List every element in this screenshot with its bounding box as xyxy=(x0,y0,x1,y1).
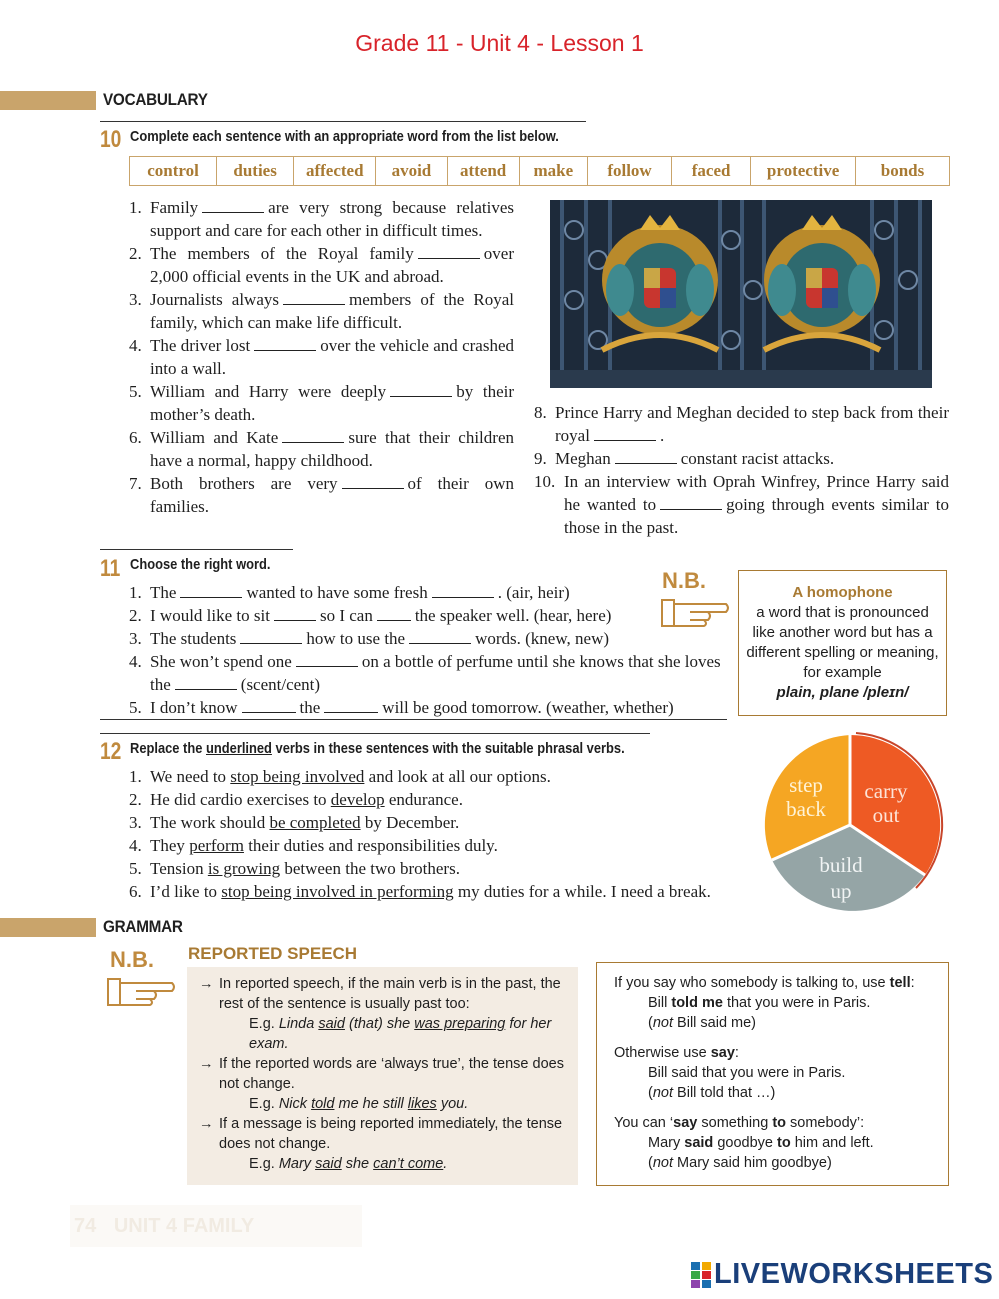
homophone-example: plain, plane /pleɪn/ xyxy=(776,684,909,701)
blank-field[interactable] xyxy=(283,303,345,305)
divider xyxy=(100,733,650,734)
example: E.g. Linda said (that) she was preparing for her exam. xyxy=(249,1016,552,1052)
list-item: 9. Meghan constant racist attacks. xyxy=(534,449,835,468)
list-item: 6. I’d like to stop being involved in performing my duties for a while. I need a break. xyxy=(129,882,711,901)
rule-item: → If a message is being reported immediately, the tense does not change. xyxy=(199,1116,563,1152)
list-item: 5. Tension is growing between the two brothers. xyxy=(129,859,460,878)
list-item: 1. We need to stop being involved and look at all our options. xyxy=(129,767,551,786)
say-to-example: Mary said goodbye to him and left. xyxy=(648,1135,874,1151)
blank-field[interactable] xyxy=(342,487,404,489)
list-item: 7. Both brothers are very of their own families. xyxy=(129,474,514,516)
list-item: 2. He did cardio exercises to develop endurance. xyxy=(129,790,463,809)
divider xyxy=(100,719,727,720)
word-bank-item: duties xyxy=(217,157,294,185)
tell-example: Bill told me that you were in Paris. xyxy=(648,995,871,1011)
liveworksheets-logo: LIVEWORKSHEETS xyxy=(690,1258,993,1291)
blank-field[interactable] xyxy=(240,642,302,644)
homophone-definition: a word that is pronounced like another word but has a different spelling or meaning, for example xyxy=(746,604,939,681)
word-bank-item: affected xyxy=(294,157,376,185)
blank-field[interactable] xyxy=(409,642,471,644)
exercise-number: 11 xyxy=(100,555,121,582)
blank-field[interactable] xyxy=(418,257,480,259)
exercise-10-list-right xyxy=(534,401,949,539)
say-tell-box xyxy=(596,962,949,1186)
exercise-number: 10 xyxy=(100,126,122,153)
logo-blocks-icon xyxy=(690,1261,712,1289)
rule-item: → If the reported words are ‘always true’, the tense does not change. xyxy=(199,1056,564,1092)
pie-label-build-up: build up xyxy=(819,853,863,903)
homophone-box xyxy=(738,570,947,716)
vocabulary-heading: VOCABULARY xyxy=(103,90,208,109)
blank-field[interactable] xyxy=(175,688,237,690)
list-item: 5. William and Harry were deeply by their mother’s death. xyxy=(129,382,514,424)
say-to-counterexample: (not Mary said him goodbye) xyxy=(648,1155,832,1171)
section-bar xyxy=(0,91,96,110)
nb-label: N.B. xyxy=(662,568,706,593)
say-to-rule: You can ‘say something to somebody’: xyxy=(614,1115,865,1131)
reported-speech-title: REPORTED SPEECH xyxy=(188,944,358,963)
nb-label: N.B. xyxy=(110,947,154,972)
list-item: 3. The students how to use the words. (knew, new) xyxy=(129,629,610,648)
page-title: Grade 11 - Unit 4 - Lesson 1 xyxy=(355,30,644,56)
list-item: 6. William and Kate sure that their children have a normal, happy childhood. xyxy=(129,428,514,470)
blank-field[interactable] xyxy=(180,596,242,598)
exercise-instruction: Complete each sentence with an appropriate word from the list below. xyxy=(130,128,559,145)
say-counterexample: (not Bill told that …) xyxy=(648,1085,776,1101)
divider xyxy=(100,549,293,550)
blank-field[interactable] xyxy=(390,395,452,397)
word-bank-item: attend xyxy=(448,157,520,185)
pie-label-step-back: step back xyxy=(786,773,826,821)
word-bank-item: make xyxy=(520,157,588,185)
list-item: 4. She won’t spend one on a bottle of perfume until she knows that she loves the (scent/cent) xyxy=(129,652,721,694)
list-item: 3. Journalists always members of the Royal family, which can make life difficult. xyxy=(129,290,514,332)
faded-page-footer: 74 UNIT 4 FAMILY xyxy=(70,1205,362,1247)
section-bar xyxy=(0,918,96,937)
word-bank-item: follow xyxy=(588,157,672,185)
blank-field[interactable] xyxy=(242,711,296,713)
pointing-hand-icon xyxy=(660,594,732,635)
royal-gates-photo xyxy=(550,200,932,388)
exercise-12-list xyxy=(129,765,779,903)
exercise-11-list xyxy=(129,581,729,719)
tell-counterexample: (not Bill said me) xyxy=(648,1015,757,1031)
word-bank-item: avoid xyxy=(376,157,447,185)
blank-field[interactable] xyxy=(615,462,677,464)
blank-field[interactable] xyxy=(296,665,358,667)
blank-field[interactable] xyxy=(377,619,411,621)
reported-speech-box xyxy=(187,967,578,1185)
divider xyxy=(100,121,586,122)
list-item: 4. The driver lost over the vehicle and crashed into a wall. xyxy=(129,336,514,378)
exercise-instruction: Replace the underlined verbs in these sentences with the suitable phrasal verbs. xyxy=(130,740,625,757)
word-bank-item: protective xyxy=(751,157,856,185)
list-item: 3. The work should be completed by December. xyxy=(129,813,460,832)
blank-field[interactable] xyxy=(202,211,264,213)
homophone-title: A homophone xyxy=(792,584,893,601)
blank-field[interactable] xyxy=(594,439,656,441)
exercise-instruction: Choose the right word. xyxy=(130,556,271,573)
word-bank-item: faced xyxy=(672,157,751,185)
list-item: 5. I don’t know the will be good tomorrow. (weather, whether) xyxy=(129,698,674,717)
list-item: 2. The members of the Royal family over 2,000 official events in the UK and abroad. xyxy=(129,244,514,286)
list-item: 2. I would like to sit so I can the speaker well. (hear, here) xyxy=(129,606,612,625)
say-example: Bill said that you were in Paris. xyxy=(648,1065,846,1081)
blank-field[interactable] xyxy=(660,508,722,510)
example: E.g. Mary said she can’t come. xyxy=(249,1156,448,1172)
word-bank-item: control xyxy=(130,157,217,185)
exercise-number: 12 xyxy=(100,738,122,765)
list-item: 8. Prince Harry and Meghan decided to step back from their royal . xyxy=(534,403,949,445)
rule-item: → In reported speech, if the main verb is in the past, the rest of the sentence is usually past too: xyxy=(199,976,561,1012)
blank-field[interactable] xyxy=(432,596,494,598)
say-rule: Otherwise use say: xyxy=(614,1045,739,1061)
list-item: 4. They perform their duties and responsibilities duly. xyxy=(129,836,498,855)
grammar-heading: GRAMMAR xyxy=(103,917,183,936)
blank-field[interactable] xyxy=(324,711,378,713)
royal-gates-illustration xyxy=(550,200,932,388)
tell-rule: If you say who somebody is talking to, use tell: xyxy=(614,975,915,991)
word-bank-item: bonds xyxy=(880,161,925,180)
blank-field[interactable] xyxy=(274,619,316,621)
list-item: 1. The wanted to have some fresh . (air, heir) xyxy=(129,583,570,602)
pointing-hand-icon xyxy=(106,973,178,1014)
example: E.g. Nick told me he still likes you. xyxy=(249,1096,469,1112)
exercise-10-list-left xyxy=(129,196,514,518)
blank-field[interactable] xyxy=(254,349,316,351)
pie-label-carry-out: carry out xyxy=(864,779,908,827)
list-item: 10. In an interview with Oprah Winfrey, Prince Harry said he wanted to going through events similar to those in the past. xyxy=(534,472,949,537)
blank-field[interactable] xyxy=(282,441,344,443)
word-bank xyxy=(129,156,950,186)
list-item: 1. Family are very strong because relatives support and care for each other in difficult times. xyxy=(129,198,514,240)
